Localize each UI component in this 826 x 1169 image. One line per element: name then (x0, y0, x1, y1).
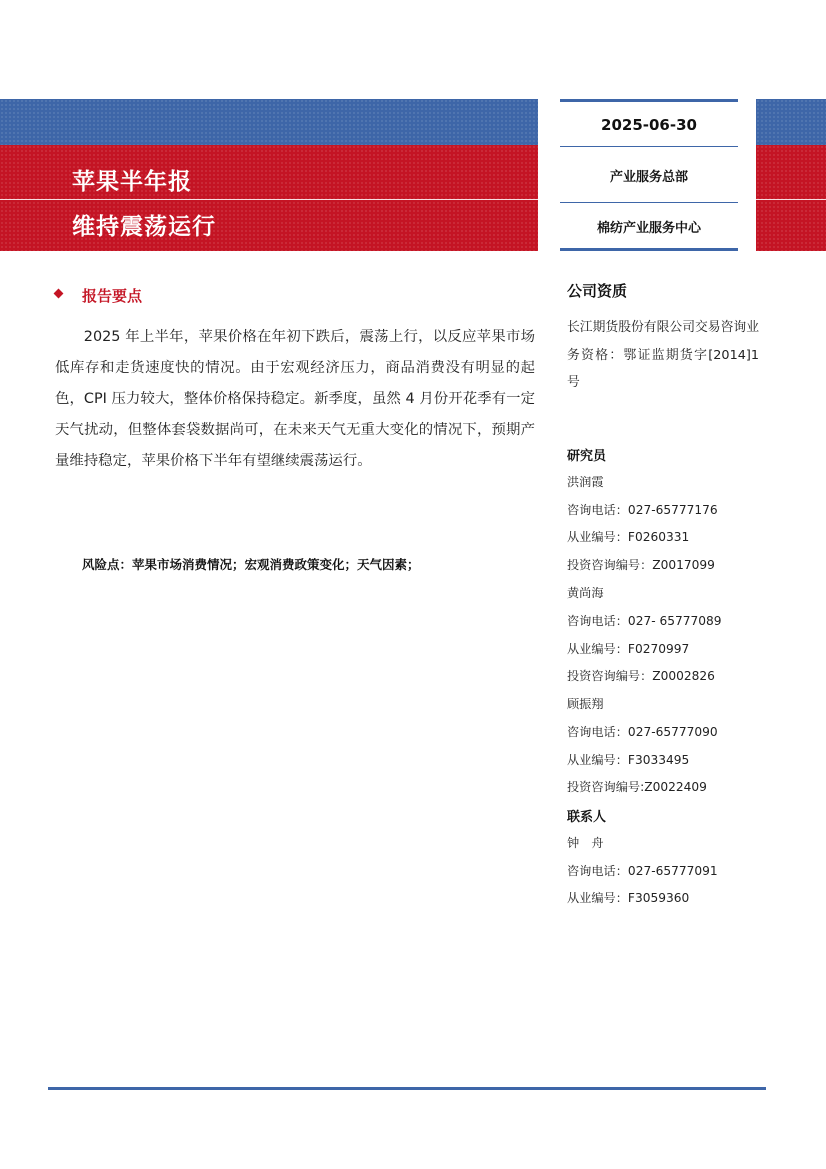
researcher-license: 从业编号：F0260331 (567, 530, 690, 544)
info-box-top-rule (560, 99, 738, 102)
contact-name: 钟 舟 (567, 836, 604, 850)
researcher-advisory: 投资咨询编号:Z0022409 (567, 780, 707, 794)
company-qualification-title: 公司资质 (567, 282, 628, 300)
contact-phone: 咨询电话：027-65777091 (567, 864, 718, 878)
researcher-advisory: 投资咨询编号：Z0017099 (567, 558, 715, 572)
researchers-title: 研究员 (567, 449, 607, 464)
section-title: 报告要点 (82, 287, 143, 305)
report-subtitle: 维持震荡运行 (72, 214, 216, 240)
info-box-rule (560, 202, 738, 203)
report-title: 苹果半年报 (72, 169, 192, 195)
researcher-license: 从业编号：F0270997 (567, 642, 690, 656)
header-right-blue-band (756, 99, 826, 145)
contact-title: 联系人 (567, 810, 607, 825)
footer-rule (48, 1087, 766, 1090)
researcher-license: 从业编号：F3033495 (567, 753, 690, 767)
researcher-phone: 咨询电话：027-65777176 (567, 503, 718, 517)
report-date: 2025-06-30 (601, 116, 697, 134)
header-right-divider (756, 199, 826, 200)
diamond-bullet-icon (54, 289, 64, 299)
researcher-phone: 咨询电话：027- 65777089 (567, 614, 722, 628)
summary-paragraph: 2025 年上半年，苹果价格在年初下跌后，震荡上行，以反应苹果市场低库存和走货速度快的情况。由于宏观经济压力，商品消费没有明显的起色，CPI 压力较大，整体价格保持稳定。新季度，虽然 4 月份开花季有一定天气扰动，但整体套袋数据尚可，在未来天气无重大变化的情况下，预期产量维持稳定，苹果价格下半年有望继续震荡运行。 (55, 329, 535, 469)
header-divider (0, 199, 538, 200)
risk-points: 风险点：苹果市场消费情况；宏观消费政策变化；天气因素； (82, 557, 420, 572)
header-blue-band (0, 99, 538, 145)
researcher-advisory: 投资咨询编号：Z0002826 (567, 669, 715, 683)
contact-license: 从业编号：F3059360 (567, 891, 690, 905)
department-label: 产业服务总部 (609, 170, 688, 185)
researcher-phone: 咨询电话：027-65777090 (567, 725, 718, 739)
info-box-bottom-rule (560, 248, 738, 251)
header-right-red-band (756, 145, 826, 251)
researcher-name: 黄尚海 (567, 586, 604, 600)
info-box-rule (560, 146, 738, 147)
researcher-name: 洪润霞 (567, 475, 604, 489)
center-label: 棉纺产业服务中心 (596, 221, 701, 236)
researcher-name: 顾振翔 (567, 697, 604, 711)
company-qualification-text: 长江期货股份有限公司交易咨询业务资格：鄂证监期货字[2014]1 号 (567, 320, 759, 390)
